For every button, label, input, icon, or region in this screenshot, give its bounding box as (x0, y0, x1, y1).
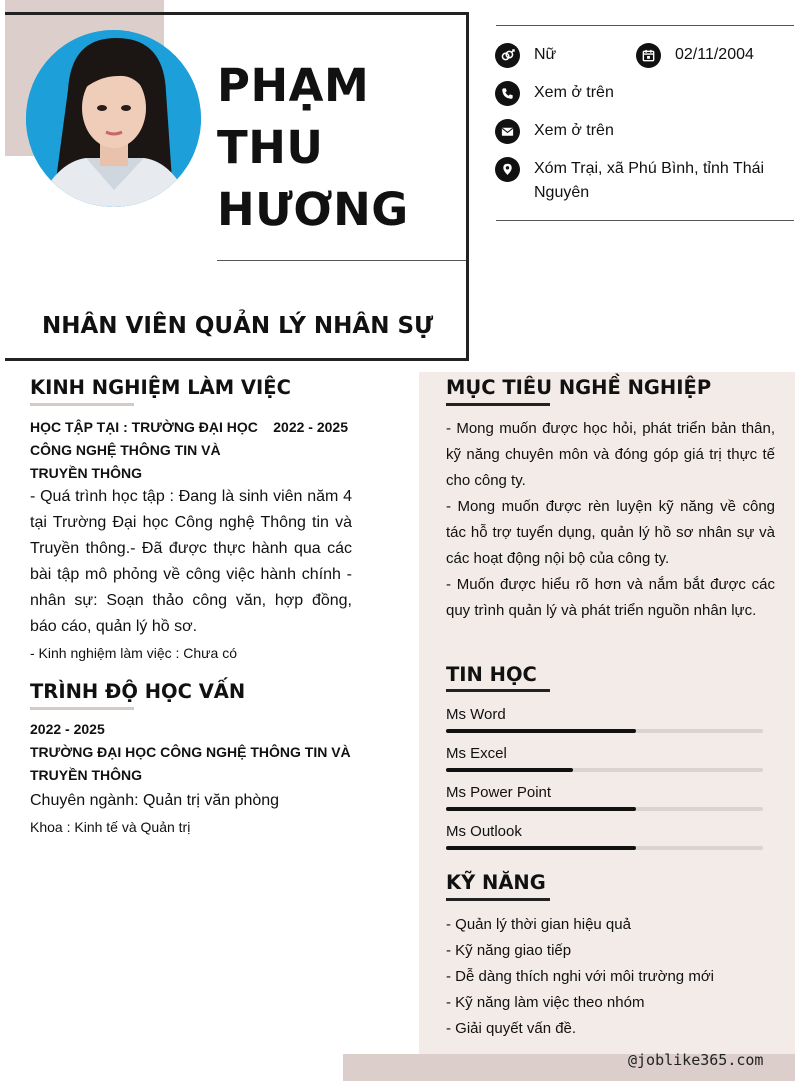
address-value (534, 157, 764, 205)
name-divider (217, 260, 466, 261)
profile-photo (26, 30, 201, 207)
experience-underline (30, 403, 134, 406)
calendar-icon (636, 43, 661, 68)
skill-label-word: Ms Word (446, 706, 506, 723)
objective-item: - Muốn được hiểu rõ hơn và nắm bắt được các quy trình quản lý và phát triển nguồn nhân lực. (446, 576, 775, 619)
skill-label-excel: Ms Excel (446, 745, 507, 762)
contact-divider-bottom (496, 220, 794, 221)
skill-label-outlook: Ms Outlook (446, 823, 522, 840)
objective-underline (446, 403, 550, 406)
footer-watermark: @joblike365.com (628, 1051, 764, 1069)
address-line-1: Xóm Trại, xã Phú Bình, tỉnh Thái (534, 160, 765, 177)
birthday-value: 02/11/2004 (675, 46, 754, 63)
gender-icon (495, 43, 520, 68)
experience-note: - Kinh nghiệm làm việc : Chưa có (30, 645, 238, 661)
it-skills-title: TIN HỌC (446, 663, 537, 686)
gender-value: Nữ (534, 46, 557, 63)
experience-place-line: CÔNG NGHỆ THÔNG TIN VÀ (30, 442, 221, 458)
skill-bar-excel (446, 768, 763, 772)
name-line-3: HƯƠNG (217, 183, 409, 236)
objective-item: - Mong muốn được học hỏi, phát triển bản thân, kỹ năng chuyên môn và đóng góp giá trị thực tế cho công ty. (446, 420, 775, 489)
skill-bar-fill (446, 729, 636, 733)
experience-description: - Quá trình học tập : Đang là sinh viên năm 4 tại Trường Đại học Công nghệ Thông tin và Truyền thông.- Đã được thực hành qua các bài tập mô phỏng về công việc hành chính - nhân sự: Soạn thảo công văn, hợp đồng, báo cáo, quản lý hồ sơ. (30, 488, 352, 635)
experience-place-line: HỌC TẬP TẠI : TRƯỜNG ĐẠI HỌC (30, 419, 258, 435)
name-line-2: THU (217, 121, 324, 174)
objective-title: MỤC TIÊU NGHỀ NGHIỆP (446, 376, 712, 399)
candidate-name (217, 55, 457, 241)
list-item: - Quản lý thời gian hiệu quả (446, 916, 631, 933)
education-faculty: Khoa : Kinh tế và Quản trị (30, 819, 191, 835)
objective-item: - Mong muốn được rèn luyện kỹ năng về công tác hỗ trợ tuyển dụng, quản lý hồ sơ nhân sự và các hoạt động nội bộ của công ty. (446, 498, 775, 567)
contact-address (495, 157, 764, 205)
education-school-line: TRUYỀN THÔNG (30, 767, 142, 783)
contact-phone (495, 81, 614, 106)
name-line-1: PHẠM (217, 59, 370, 112)
skill-bar-fill (446, 768, 573, 772)
skill-label-powerpoint: Ms Power Point (446, 784, 552, 801)
education-title: TRÌNH ĐỘ HỌC VẤN (30, 680, 246, 703)
list-item: - Kỹ năng giao tiếp (446, 942, 572, 959)
education-major: Chuyên ngành: Quản trị văn phòng (30, 792, 280, 809)
education-underline (30, 707, 134, 710)
experience-title: KINH NGHIỆM LÀM VIỆC (30, 376, 291, 399)
education-school-line: TRƯỜNG ĐẠI HỌC CÔNG NGHỆ THÔNG TIN VÀ (30, 744, 351, 760)
skills-underline (446, 898, 550, 901)
experience-place-line: TRUYỀN THÔNG (30, 465, 142, 481)
skills-list (446, 912, 776, 1042)
email-icon (495, 119, 520, 144)
location-icon (495, 157, 520, 182)
skill-bar-fill (446, 846, 636, 850)
address-line-2: Nguyên (534, 184, 590, 201)
contact-email (495, 119, 614, 144)
skill-bar-word (446, 729, 763, 733)
skill-bar-powerpoint (446, 807, 763, 811)
experience-period: 2022 - 2025 (273, 419, 348, 435)
skills-title: KỸ NĂNG (446, 871, 546, 894)
email-value: Xem ở trên (534, 122, 614, 139)
experience-entry-header (30, 416, 352, 485)
list-item: - Dễ dàng thích nghi với môi trường mới (446, 968, 714, 985)
it-skills-underline (446, 689, 550, 692)
education-school (30, 741, 360, 787)
objective-text (446, 416, 775, 624)
experience-place (30, 416, 258, 485)
list-item: - Kỹ năng làm việc theo nhóm (446, 994, 645, 1011)
contact-birthday (636, 43, 754, 68)
list-item: - Giải quyết vấn đề. (446, 1020, 577, 1037)
skill-bar-fill (446, 807, 636, 811)
contact-gender (495, 43, 556, 68)
education-period: 2022 - 2025 (30, 721, 105, 737)
phone-icon (495, 81, 520, 106)
job-title: NHÂN VIÊN QUẢN LÝ NHÂN SỰ (42, 313, 434, 339)
skill-bar-outlook (446, 846, 763, 850)
contact-divider-top (496, 25, 794, 26)
phone-value: Xem ở trên (534, 84, 614, 101)
